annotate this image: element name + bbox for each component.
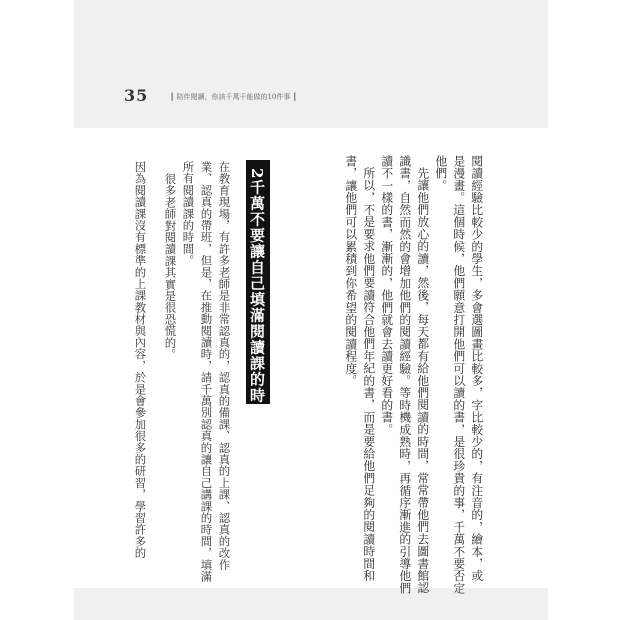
- text-column: 閱讀經驗比較少的學生，多會選圖畫比較多，字比較少的，有注音的，繪本，或: [469, 155, 484, 582]
- page-number: 35: [124, 86, 149, 105]
- running-title: ┃ 陪伴閱讀，你該千萬千能做的10件事 ┃: [170, 93, 297, 101]
- text-column: 書，讓他們可以累積到你希望的閱讀程度。: [343, 155, 358, 387]
- footer-band: [74, 588, 548, 620]
- text-column: 很多老師對閱讀課其實是很恐慌的。: [163, 173, 178, 361]
- text-column: 所以，不是要求他們要讀符合他們年紀的書，而是要給他們足夠的閱讀時間和: [361, 167, 376, 582]
- section-heading: 2千萬不要讓自己填滿閱讀課的時間。: [248, 168, 266, 436]
- text-column: 是漫畫。這個時候，他們願意打開他們可以讀的書，是很珍貴的事，千萬不要否定: [451, 155, 466, 595]
- text-column: 所有閱讀課的時間。: [181, 161, 196, 267]
- text-column: 讀不一樣的書，漸漸的，他們就會去讀更好看的書。: [379, 155, 394, 436]
- text-column: 他們。: [433, 155, 448, 192]
- text-column: 先讓他們放心的讀，然後，每天都有給他們閱讀的時間，常常帶他們去圖書館認: [415, 167, 430, 594]
- text-column: 因為閱讀課沒有標準的上課教材與內容，於是會參加很多的研習，學習許多的: [133, 161, 148, 559]
- text-column: 業、認真的帶班，但是，在推動閱讀時，請千萬別認真的讓自己講課的時間，填滿: [199, 161, 214, 583]
- text-column: 在教育現場，有許多老師是非常認真的，認真的備課、認真的上課、認真的改作: [217, 161, 232, 571]
- header-band: [74, 0, 548, 128]
- text-column: 識書，自然而然的會增加他們的閱讀經驗。等時機成熟時，再循序漸進的引導他們: [397, 155, 412, 595]
